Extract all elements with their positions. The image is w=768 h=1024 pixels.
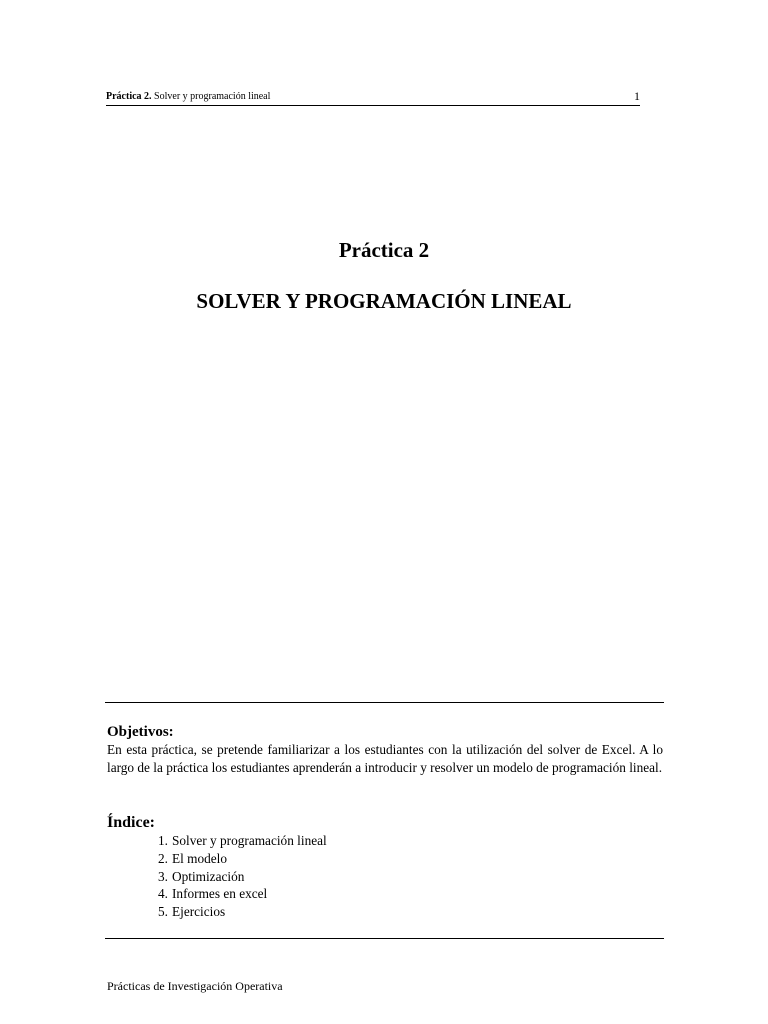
page-number: 1 <box>634 89 640 103</box>
header-title <box>106 88 270 105</box>
index-item-label: Informes en excel <box>172 886 268 902</box>
index-item <box>148 903 327 921</box>
page-footer: Prácticas de Investigación Operativa <box>107 979 283 993</box>
index-item-label: Ejercicios <box>172 904 226 920</box>
header-title-rest: Solver y programación lineal <box>151 91 271 102</box>
indice-heading: Índice: <box>107 814 155 831</box>
page-header <box>106 88 640 106</box>
header-title-bold: Práctica 2. <box>106 91 152 102</box>
top-divider <box>105 702 664 703</box>
objetivos-paragraph: En esta práctica, se pretende familiarizar a los estudiantes con la utilización del solver de Excel. A lo largo de la práctica los estudiantes aprenderán a introducir y resolver un modelo de programación lineal. <box>107 742 663 775</box>
index-item-number: 4. <box>158 886 168 902</box>
objetivos-heading: Objetivos: <box>107 724 174 740</box>
index-item-label: El modelo <box>172 850 228 866</box>
document-title: Práctica 2 <box>338 238 430 262</box>
index-item-number: 5. <box>158 904 168 920</box>
index-item-number: 1. <box>158 833 168 848</box>
index-item-label: Optimización <box>172 868 245 884</box>
index-item-number: 2. <box>158 850 168 866</box>
index-item-number: 3. <box>158 868 168 884</box>
bottom-divider <box>105 938 664 939</box>
index-item-label: Solver y programación lineal <box>172 833 327 848</box>
index-item <box>148 832 327 850</box>
index-list <box>148 832 327 921</box>
index-item <box>148 868 327 886</box>
document-subtitle: SOLVER Y PROGRAMACIÓN LINEAL <box>196 289 572 313</box>
index-item <box>148 885 327 903</box>
index-item <box>148 850 327 868</box>
